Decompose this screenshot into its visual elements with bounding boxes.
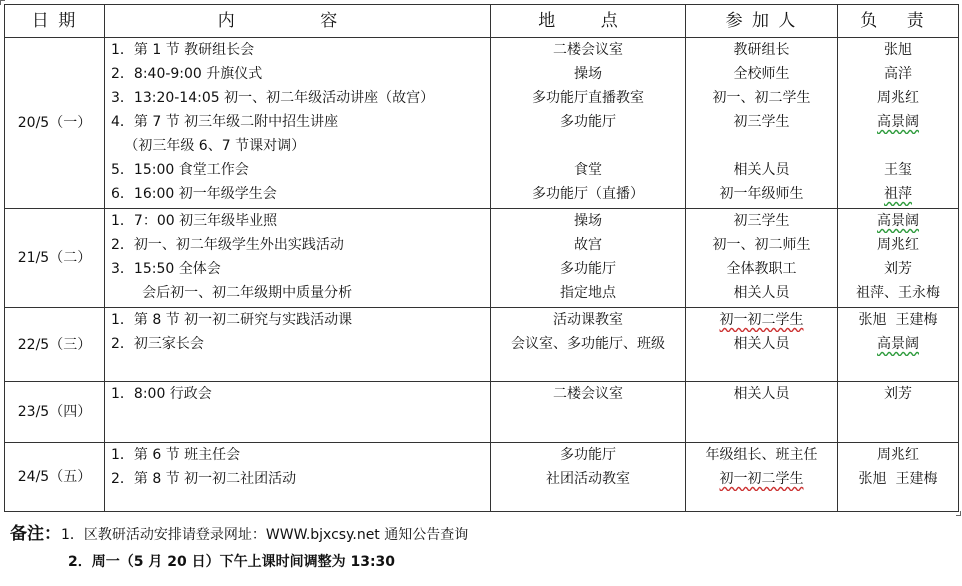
place-cell	[491, 382, 686, 443]
place-line: 指定地点	[560, 285, 616, 301]
owner-line: 高洋	[884, 66, 912, 82]
date-cell: 24/5（五）	[5, 443, 105, 512]
participants-line: 相关人员	[733, 162, 790, 178]
owner-cell	[838, 443, 959, 512]
owner-cell	[838, 308, 959, 382]
participants-line: 初三学生	[733, 114, 790, 130]
header-participants: 参 加 人	[686, 5, 838, 38]
table-row	[5, 308, 959, 382]
owner-cell	[838, 209, 959, 308]
content-line: 2．第 8 节 初一初二社团活动	[111, 471, 297, 487]
owner-cell	[838, 38, 959, 209]
place-line: 多功能厅	[560, 447, 616, 463]
content-line: 3．15:50 全体会	[111, 261, 221, 277]
owner-line: 高景阔	[877, 213, 919, 229]
participants-line: 初一初二学生	[719, 471, 804, 487]
participants-line: 初一初二学生	[719, 312, 804, 328]
content-cell	[105, 443, 491, 512]
place-cell	[491, 209, 686, 308]
content-cell	[105, 382, 491, 443]
content-line: 会后初一、初二年级期中质量分析	[111, 285, 353, 301]
content-line: 5．15:00 食堂工作会	[111, 162, 249, 178]
place-line: 操场	[574, 213, 602, 229]
header-place: 地 点	[491, 5, 686, 38]
date-cell: 21/5（二）	[5, 209, 105, 308]
participants-cell	[686, 382, 838, 443]
place-line: 食堂	[574, 162, 602, 178]
owner-line: 祖萍	[884, 186, 912, 202]
participants-line: 初三学生	[733, 213, 790, 229]
content-line: 2．初一、初二年级学生外出实践活动	[111, 237, 344, 253]
content-cell	[105, 38, 491, 209]
table-row	[5, 209, 959, 308]
table-row	[5, 443, 959, 512]
participants-cell	[686, 38, 838, 209]
place-cell	[491, 308, 686, 382]
owner-line: 周兆红	[877, 447, 919, 463]
participants-cell	[686, 443, 838, 512]
participants-line: 相关人员	[733, 336, 790, 352]
owner-line: 刘芳	[884, 261, 912, 277]
place-line: 操场	[574, 66, 602, 82]
owner-line: 刘芳	[884, 386, 912, 402]
content-line: 1．第 1 节 教研组长会	[111, 42, 255, 58]
content-line: 2．8:40-9:00 升旗仪式	[111, 66, 263, 82]
place-cell	[491, 38, 686, 209]
participants-line: 初一年级师生	[719, 186, 804, 202]
note-text-1: 1．区教研活动安排请登录网址：WWW.bjxcsy.net 通知公告查询	[61, 527, 469, 543]
content-line: 1．7：00 初三年级毕业照	[111, 213, 278, 229]
participants-line: 教研组长	[733, 42, 790, 58]
participants-line: 相关人员	[733, 285, 790, 301]
content-line: 4．第 7 节 初三年级二附中招生讲座	[111, 114, 339, 130]
participants-line: 初一、初二学生	[712, 90, 811, 106]
header-date: 日 期	[5, 5, 105, 38]
content-line: 6．16:00 初一年级学生会	[111, 186, 277, 202]
participants-line: 相关人员	[733, 386, 790, 402]
owner-line: 周兆红	[877, 237, 919, 253]
owner-line: 张旭	[884, 42, 912, 58]
notes-label: 备注：	[10, 524, 61, 544]
date-cell: 20/5（一）	[5, 38, 105, 209]
participants-cell	[686, 308, 838, 382]
place-line: 多功能厅直播教室	[532, 90, 644, 106]
schedule-table	[4, 4, 959, 512]
content-line: 1．第 8 节 初一初二研究与实践活动课	[111, 312, 353, 328]
place-line: 二楼会议室	[553, 42, 623, 58]
table-row	[5, 38, 959, 209]
content-cell	[105, 209, 491, 308]
notes-section	[10, 520, 468, 576]
participants-line: 年级组长、班主任	[705, 447, 818, 463]
place-line: 二楼会议室	[553, 386, 623, 402]
content-cell	[105, 308, 491, 382]
date-cell: 22/5（三）	[5, 308, 105, 382]
content-line: （初三年级 6、7 节课对调）	[111, 138, 306, 154]
owner-line: 周兆红	[877, 90, 919, 106]
content-line: 1．第 6 节 班主任会	[111, 447, 241, 463]
place-line: 多功能厅	[560, 261, 616, 277]
place-line: 会议室、多功能厅、班级	[511, 336, 665, 352]
note-line-1	[10, 520, 468, 548]
owner-line: 高景阔	[877, 336, 919, 352]
header-content: 内 容	[105, 5, 491, 38]
place-line: 社团活动教室	[546, 471, 630, 487]
date-cell: 23/5（四）	[5, 382, 105, 443]
content-line: 1．8:00 行政会	[111, 386, 212, 402]
place-cell	[491, 443, 686, 512]
content-line: 2．初三家长会	[111, 336, 204, 352]
table-row	[5, 382, 959, 443]
place-line: 多功能厅（直播）	[532, 186, 644, 202]
owner-line: 王玺	[884, 162, 912, 178]
place-line: 活动课教室	[553, 312, 623, 328]
owner-line: 张旭 王建梅	[858, 312, 938, 328]
owner-line: 高景阔	[877, 114, 919, 130]
place-line: 多功能厅	[560, 114, 616, 130]
note-line-2	[10, 548, 468, 576]
place-line: 故宫	[574, 237, 602, 253]
header-owner: 负 责	[838, 5, 959, 38]
participants-line: 初一、初二师生	[712, 237, 811, 253]
participants-cell	[686, 209, 838, 308]
owner-line: 祖萍、王永梅	[856, 285, 940, 301]
note-text-2: 2．周一（5 月 20 日）下午上课时间调整为 13:30	[68, 554, 396, 570]
content-line: 3．13:20-14:05 初一、初二年级活动讲座（故宫）	[111, 90, 435, 106]
participants-line: 全体教职工	[726, 261, 797, 277]
participants-line: 全校师生	[733, 66, 790, 82]
header-row	[5, 5, 959, 38]
owner-cell	[838, 382, 959, 443]
owner-line: 张旭 王建梅	[858, 471, 938, 487]
